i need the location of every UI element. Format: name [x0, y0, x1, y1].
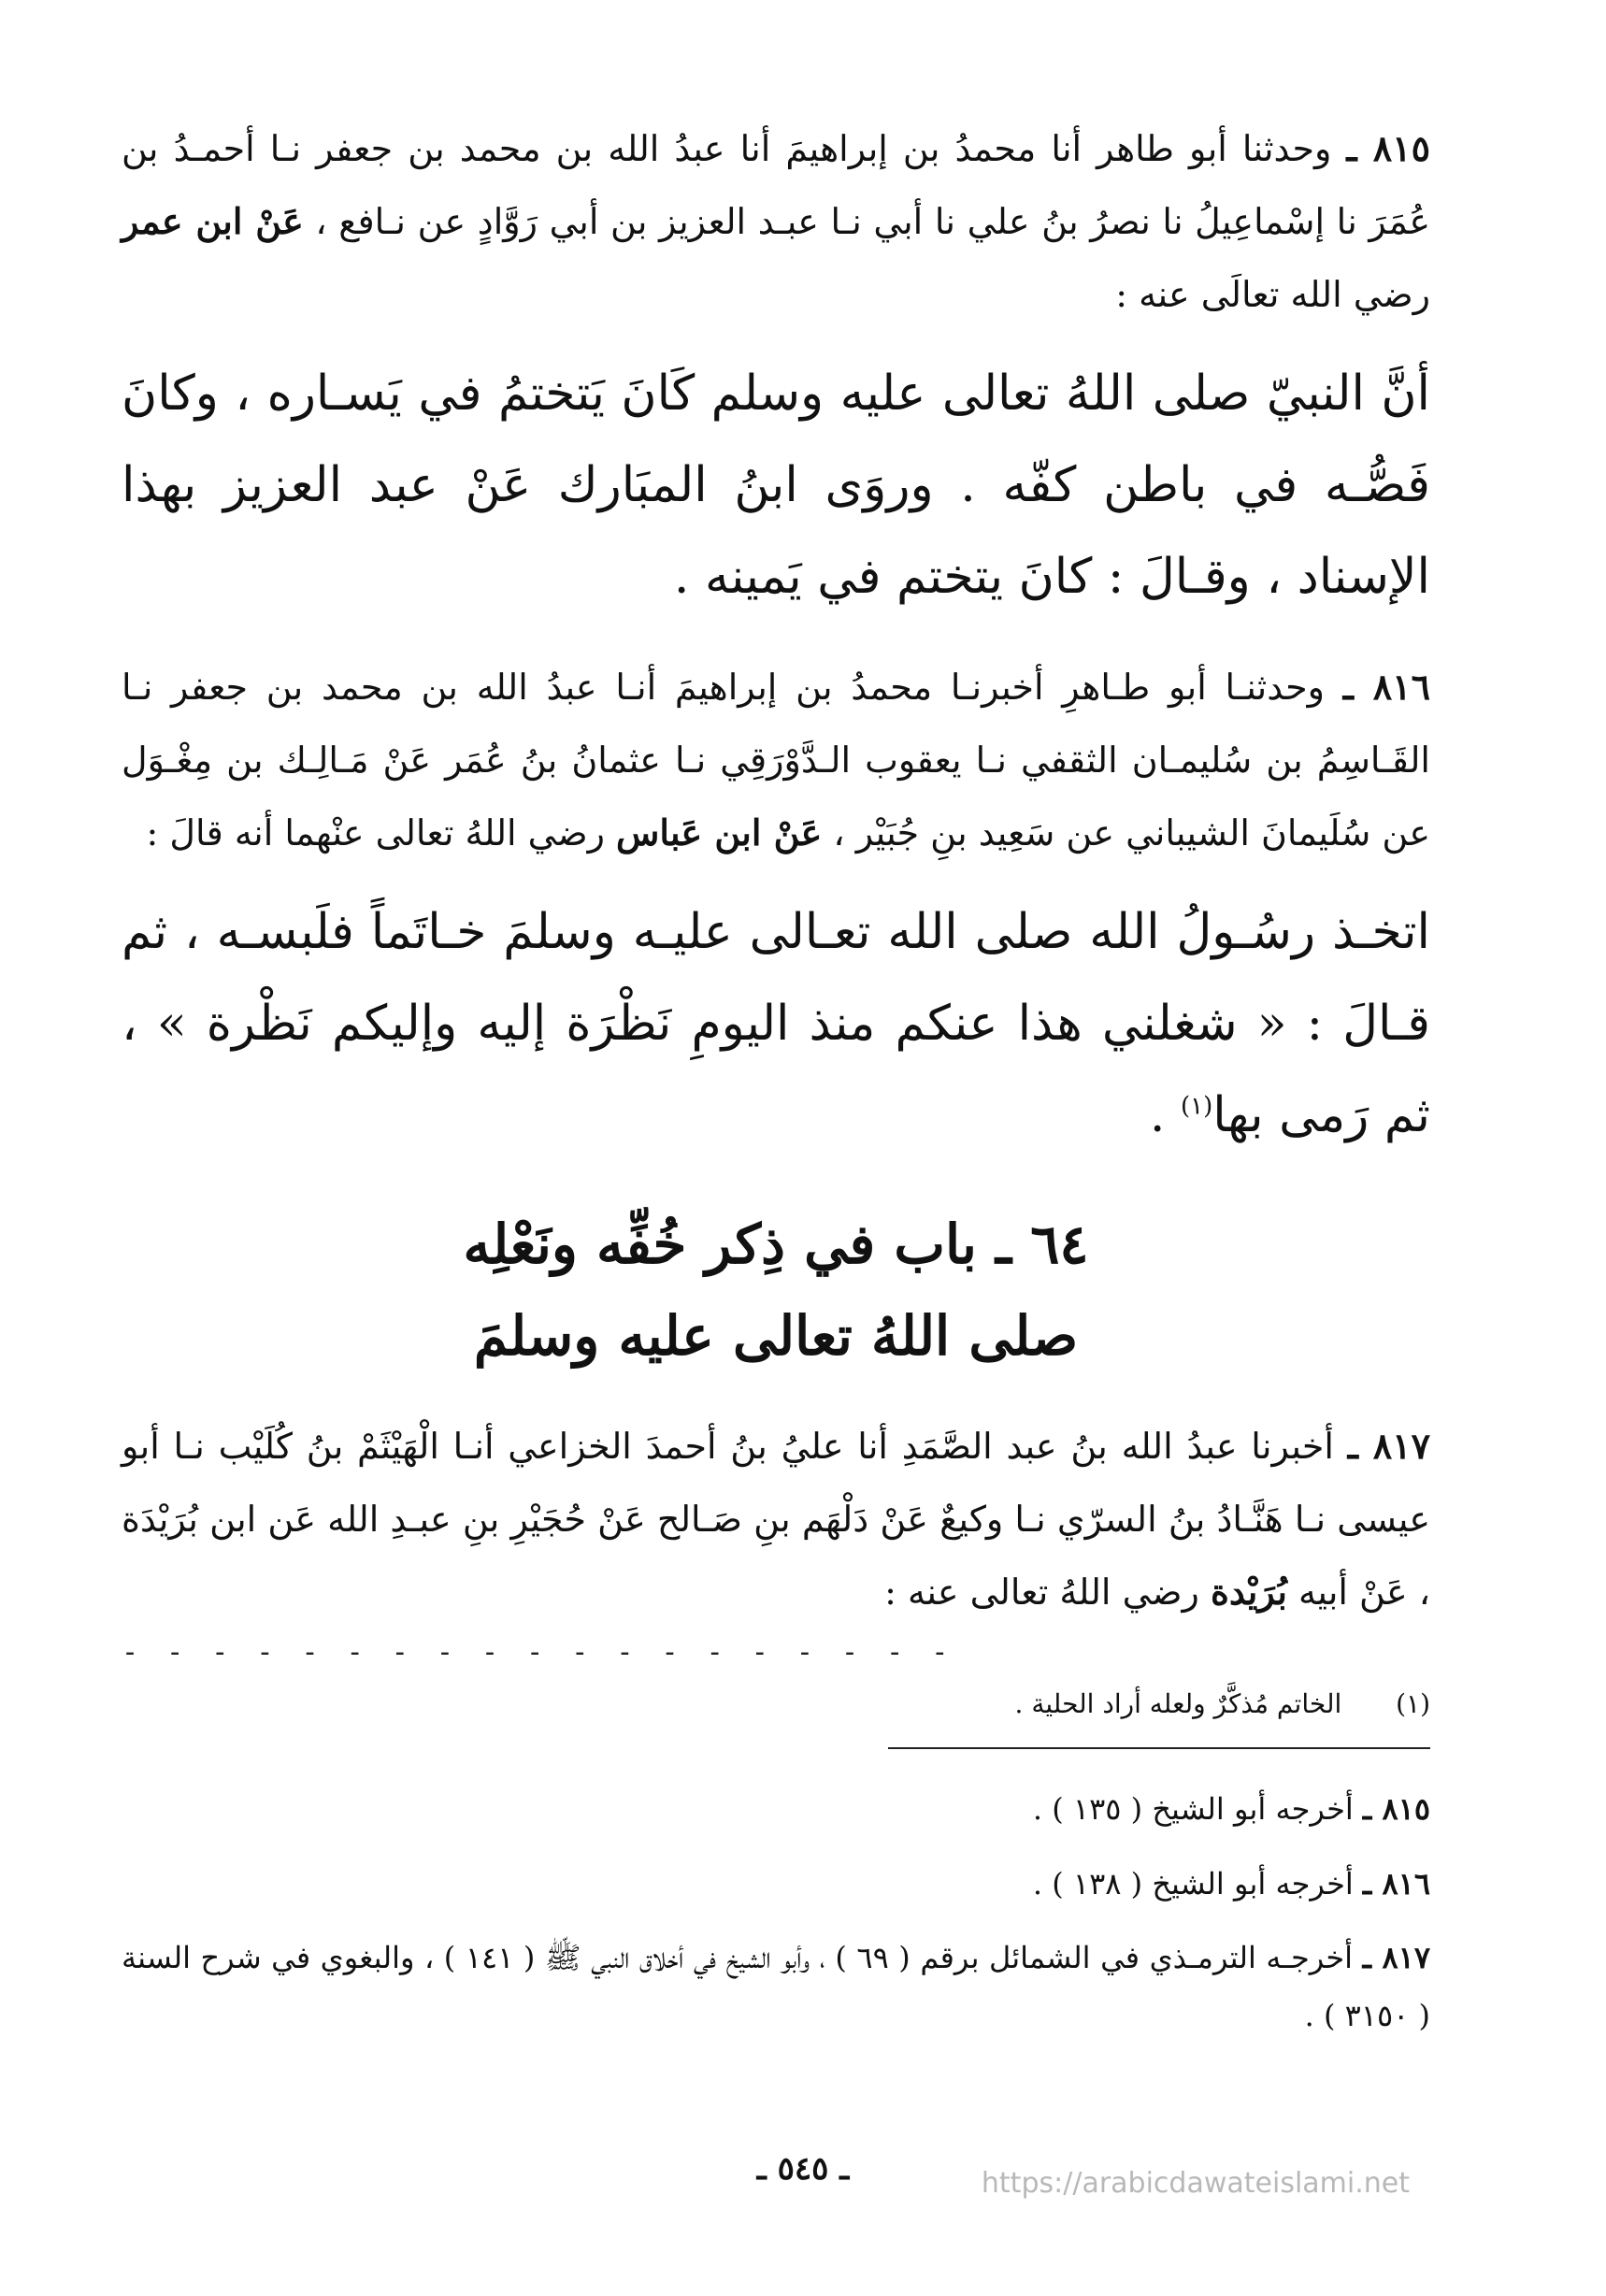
sanad-end: رضي الله تعالَى عنه :	[1115, 274, 1430, 315]
takhrij-816	[122, 1846, 1430, 1921]
takhrij-section	[122, 1772, 1430, 2045]
narrator: عَنْ ابن عَباس	[616, 811, 823, 854]
hadith-number: ٨١٦ ـ	[1342, 666, 1430, 708]
sanad-text: أخبرنا عبدُ الله بنُ عبد الصَّمَدِ أنا عليُ بنُ أحمدَ الخزاعي أنـا الْهَيْثَمْ بنُ كُلَيْب نـا أبو عيسى نـا هَنَّـادُ بنُ السرّي نـا وكيعٌ عَنْ دَلْهَم بنِ صَـالح عَنْ حُجَيْرِ بنِ عبـدِ الله عَن ابن بُرَيْدَة ، عَنْ أبيه	[122, 1426, 1430, 1613]
footnote-number: (١)	[1396, 1688, 1430, 1719]
footnote-ref: (١)	[1180, 1092, 1213, 1121]
sanad-text: وحدثنا أبو طاهر أنا محمدُ بن إبراهيمَ أنا عبدُ الله بن محمد بن جعفر نـا أحمـدُ بن عُمَرَ نا إسْماعِيلُ نا نصرُ بنُ علي نا أبي نـا عبـد العزيز بن أبي رَوَّادٍ عن نـافع ،	[122, 128, 1430, 242]
hadith-815-sanad	[122, 112, 1430, 331]
page-number: ـ ٥٤٥ ـ	[756, 2150, 850, 2188]
chapter-heading	[122, 1198, 1430, 1382]
sanad-end: رضي اللهُ تعالى عنه :	[884, 1571, 1211, 1613]
sanad-end: رضي اللهُ تعالى عنْهما أنه قالَ :	[146, 812, 617, 854]
hadith-816-matn	[122, 886, 1430, 1161]
matn-text: اتخـذ رسُـولُ الله صلى الله تعـالى عليـه وسلمَ خـاتَماً فلَبسـه ، ثم قـالَ : « شغلني هذا عنكم منذ اليومِ نَظْرَة إليه وإليكم نَظْرة » ، ثم رَمى بها	[122, 904, 1430, 1143]
takhrij-divider	[888, 1747, 1430, 1749]
takhrij-number: ٨١٧ ـ	[1362, 1940, 1431, 1975]
takhrij-text: أخرجـه الترمـذي في الشمائل برقم ( ٦٩ ) ، وأبو الشيخ في أخلاق النبي ﷺ ( ١٤١ ) ، والبغوي في شرح السنة ( ٣١٥٠ ) .	[122, 1940, 1430, 2033]
hadith-number: ٨١٥ ـ	[1346, 127, 1430, 169]
takhrij-text: أخرجه أبو الشيخ ( ١٣٨ ) .	[1032, 1866, 1363, 1901]
takhrij-number: ٨١٦ ـ	[1362, 1866, 1430, 1901]
chapter-title: ٦٤ ـ باب في ذِكر خُفِّه ونَعْلِه	[463, 1213, 1089, 1276]
hadith-815-matn: أنَّ النبيّ صلى اللهُ تعالى عليه وسلم كَانَ يَتختمُ في يَسـاره ، وكانَ فَصُّـه في باطن كفّه . وروَى ابنُ المبَارك عَنْ عبد العزيز بهذا الإسناد ، وقـالَ : كانَ يتختم في يَمينه .	[122, 366, 1430, 605]
takhrij-text: أخرجه أبو الشيخ ( ١٣٥ ) .	[1032, 1791, 1363, 1827]
matn-end: .	[1149, 1087, 1181, 1143]
watermark: https://arabicdawateislami.net	[981, 2167, 1410, 2200]
footnote-separator: - - - - - - - - - - - - - - - - - - -	[122, 1636, 954, 1669]
footnote-text: الخاتم مُذكَّرٌ ولعله أراد الحلية .	[1014, 1688, 1342, 1719]
takhrij-817	[122, 1929, 1430, 2045]
narrator: بُرَيْدة	[1210, 1571, 1287, 1613]
hadith-number: ٨١٧ ـ	[1347, 1425, 1430, 1467]
chapter-subtitle: صلى اللهُ تعالى عليه وسلمَ	[473, 1304, 1079, 1368]
hadith-816-sanad	[122, 651, 1430, 869]
sanad-text: وحدثنـا أبو طـاهرِ أخبرنـا محمدُ بن إبراهيمَ أنـا عبدُ الله بن محمد بن جعفر نـا القَـاسِمُ بن سُليمـان الثقفي نـا يعقوب الـدَّوْرَقِي نـا عثمانُ بنُ عُمَر عَنْ مَـالِـك بن مِغْـوَل عن سُلَيمانَ الشيباني عن سَعِيد بنِ جُبَيْر ،	[122, 667, 1430, 854]
takhrij-number: ٨١٥ ـ	[1362, 1791, 1430, 1827]
hadith-817-sanad	[122, 1410, 1430, 1629]
narrator: عَنْ ابن عمر	[122, 200, 304, 242]
takhrij-815	[122, 1772, 1430, 1846]
footnote	[122, 1680, 1430, 1729]
page	[122, 112, 1430, 2225]
